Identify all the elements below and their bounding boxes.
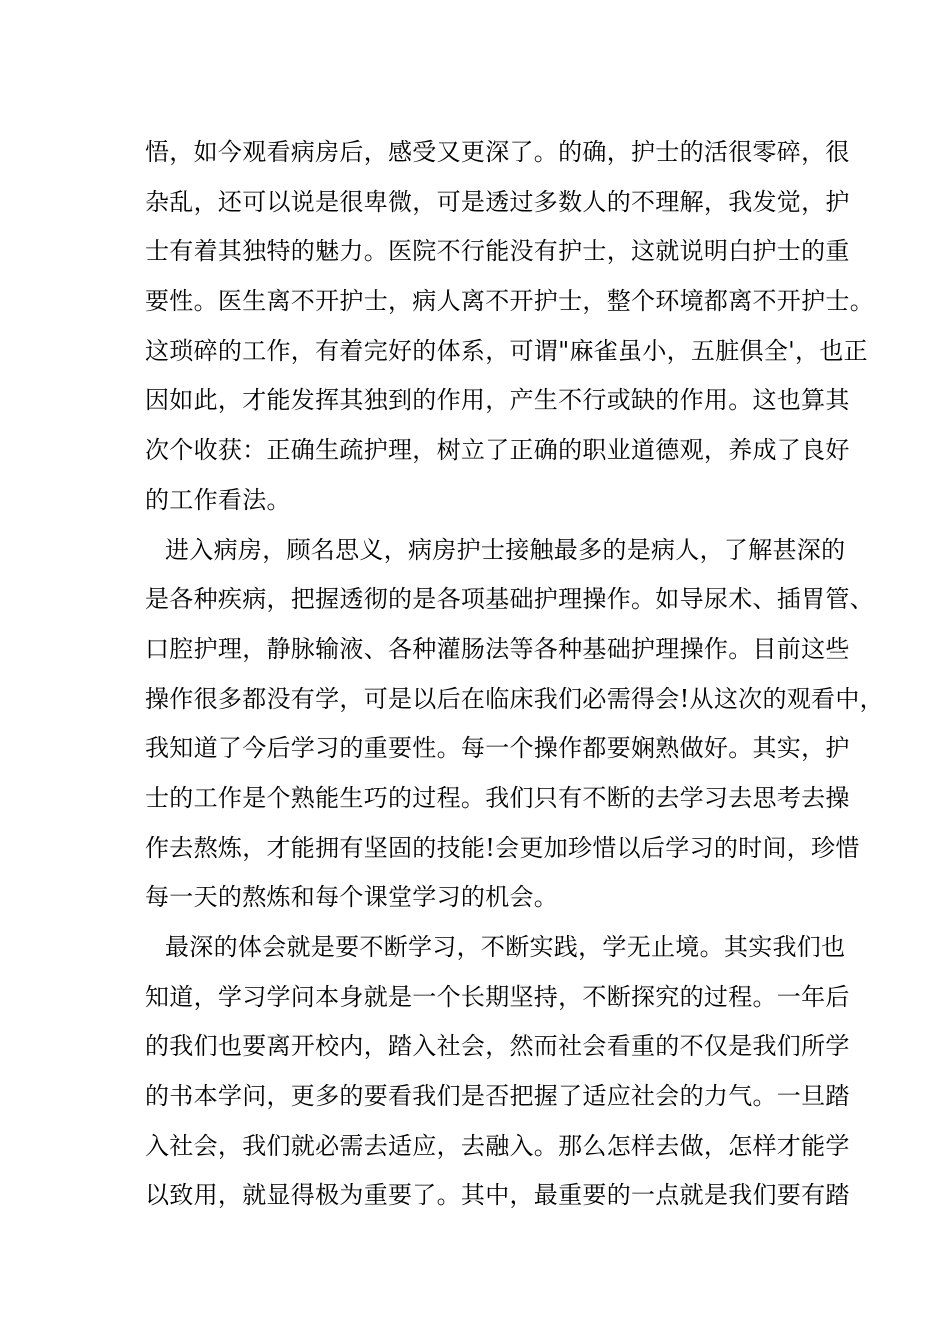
text-line: 最深的体会就是要不断学习，不断实践，学无止境。其实我们也 xyxy=(165,933,846,961)
text-line: 这琐碎的工作，有着完好的体系，可谓"麻雀虽小，五脏俱全'，也正 xyxy=(145,336,868,365)
text-line: 每一天的熬炼和每个课堂学习的机会。 xyxy=(145,883,559,912)
text-line: 入社会，我们就必需去适应，去融入。那么怎样去做，怎样才能学 xyxy=(145,1131,850,1160)
paragraph-2 xyxy=(145,526,884,924)
text-line: 士有着其独特的魅力。医院不行能没有护士，这就说明白护士的重 xyxy=(145,237,850,266)
body-text xyxy=(145,128,884,1221)
text-line: 进入病房，顾名思义，病房护士接触最多的是病人，了解甚深的 xyxy=(165,535,846,564)
paragraph-1 xyxy=(145,128,874,526)
text-line: 知道，学习学问本身就是一个长期坚持，不断探究的过程。一年后 xyxy=(145,982,850,1011)
text-line: 杂乱，还可以说是很卑微，可是透过多数人的不理解，我发觉，护 xyxy=(145,187,850,216)
text-line: 以致用，就显得极为重要了。其中，最重要的一点就是我们要有踏 xyxy=(145,1181,850,1210)
text-line: 因如此，才能发挥其独到的作用，产生不行或缺的作用。这也算其 xyxy=(145,386,850,415)
text-line: 悟，如今观看病房后，感受又更深了。的确，护士的活很零碎，很 xyxy=(145,138,850,166)
text-line: 作去熬炼，才能拥有坚固的技能!会更加珍惜以后学习的时间，珍惜 xyxy=(145,833,860,862)
text-line: 次个收获：正确生疏护理，树立了正确的职业道德观，养成了良好 xyxy=(145,436,850,465)
text-line: 的工作看法。 xyxy=(145,485,291,514)
text-line: 要性。医生离不开护士，病人离不开护士，整个环境都离不开护士。 xyxy=(145,287,874,316)
text-line: 口腔护理，静脉输液、各种灌肠法等各种基础护理操作。目前这些 xyxy=(145,634,850,663)
text-line: 的书本学问，更多的要看我们是否把握了适应社会的力气。一旦踏 xyxy=(145,1082,850,1111)
text-line: 士的工作是个熟能生巧的过程。我们只有不断的去学习去思考去操 xyxy=(145,783,850,812)
text-line: 我知道了今后学习的重要性。每一个操作都要娴熟做好。其实，护 xyxy=(145,734,850,763)
text-line: 操作很多都没有学，可是以后在临床我们必需得会!从这次的观看中， xyxy=(145,684,884,713)
text-line: 的我们也要离开校内，踏入社会，然而社会看重的不仅是我们所学 xyxy=(145,1032,850,1061)
text-line: 是各种疾病，把握透彻的是各项基础护理操作。如导尿术、插胃管、 xyxy=(145,585,874,614)
paragraph-3 xyxy=(145,923,850,1221)
